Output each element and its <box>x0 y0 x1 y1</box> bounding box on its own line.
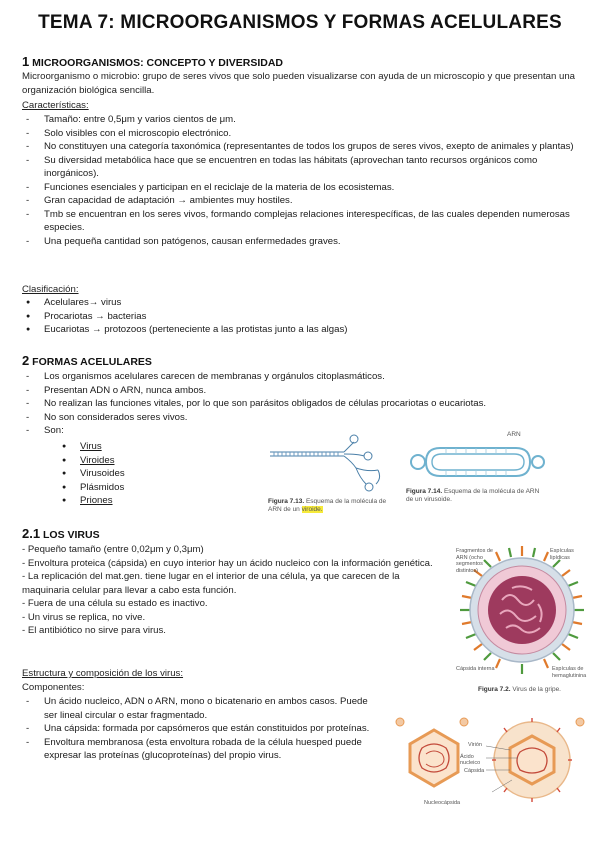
section-1-heading <box>22 54 283 69</box>
list-item: ● Priones <box>58 494 218 508</box>
list-item: - El antibiótico no sirve para virus. <box>22 625 166 636</box>
section-1-number: 1 <box>22 54 30 69</box>
virusoid-rna-figure <box>406 440 546 484</box>
section-1-title: MICROORGANISMOS: CONCEPTO Y DIVERSIDAD <box>32 57 284 69</box>
section-2-heading <box>22 353 152 368</box>
capsid-label-nucleocapsid: Nucleocápsida <box>424 800 461 806</box>
list-item: - Tamaño: entre 0,5μm y varios cientos de μm. <box>22 113 582 127</box>
acellular-list <box>22 370 582 438</box>
capsid-label-capsid: Cápsida <box>464 768 485 774</box>
list-item: - La replicación del mat.gen. tiene lugar en el interior de una célula, ya que carecen de la maquinaria celular para llevar a cabo esta función. <box>22 571 400 596</box>
flu-label-rna: Fragmentos de ARN (ocho segmentos distintos) <box>456 548 493 574</box>
small-virions <box>396 718 584 726</box>
list-item: ● Acelulares→ virus <box>22 296 582 310</box>
list-item: - Envoltura proteica (cápsida) en cuyo interior hay un ácido nucleico con la información genética. <box>22 557 433 569</box>
section-2-1-number: 2.1 <box>22 526 41 541</box>
section-2-number: 2 <box>22 353 30 368</box>
characteristics-list <box>22 113 582 248</box>
list-item: - Los organismos acelulares carecen de membranas y orgánulos citoplasmáticos. <box>22 370 582 384</box>
capsid-label-virion: Virión <box>468 742 482 748</box>
viroid-rna-figure <box>268 432 388 494</box>
list-item: - Pequeño tamaño (entre 0,02μm y 0,3μm) <box>22 544 204 555</box>
acellular-types-list <box>58 440 218 508</box>
list-item: - Su diversidad metabólica hace que se encuentren en todas las hábitats (aprovechan tanto recursos orgánicos como inorgánicos). <box>22 154 582 181</box>
list-item: ● Virus <box>58 440 218 454</box>
list-item: - Gran capacidad de adaptación → ambientes muy hostiles. <box>22 194 582 208</box>
caption-text: Esquema de la molécula de ARN de un virusoide. <box>406 488 540 503</box>
list-item: - Una cápsida: formada por capsómeros que están constituidos por proteínas. <box>22 722 372 736</box>
caption-text: Esquema de la molécula de ARN de un <box>268 498 387 513</box>
list-item: - Presentan ADN o ARN, nunca ambos. <box>22 384 582 398</box>
list-item: - Funciones esenciales y participan en el reciclaje de la materia de los ecosistemas. <box>22 181 582 195</box>
microorganism-definition: Microorganismo o microbio: grupo de seres vivos que solo pueden visualizarse con ayuda de un microscopio y que presentan una organización biológica sencilla. <box>22 71 576 96</box>
characteristics-title: Características: <box>22 100 89 111</box>
section-2-1-title: LOS VIRUS <box>43 529 100 541</box>
flu-label-inner-capsid: Cápsida interna <box>456 666 495 672</box>
naked-virion <box>410 730 458 786</box>
enveloped-virion <box>492 718 572 802</box>
caption-text: Virus de la gripe. <box>512 686 561 693</box>
capsid-illustration <box>392 714 590 818</box>
components-list <box>22 695 372 763</box>
virus-features <box>22 543 442 638</box>
list-item: - Tmb se encuentran en los seres vivos, formando complejas relaciones interespecíficas, de las cuales dependen numerosas especies. <box>22 208 582 235</box>
list-item: - Envoltura membranosa (esta envoltura robada de la célula huesped puede expresar las proteínas (glucoproteínas) del propio virus. <box>22 736 372 763</box>
list-item: - Un virus se replica, no vive. <box>22 611 146 623</box>
list-item: - No son considerados seres vivos. <box>22 411 582 425</box>
list-item: - Un ácido nucleico, ADN o ARN, mono o bicatenario en ambos casos. Puede ser lineal circular o estar fragmentado. <box>22 695 372 722</box>
list-item: ● Eucariotas → protozoos (perteneciente a las protistas junto a las algas) <box>22 323 582 337</box>
virusoid-rna-label: ARN <box>507 431 521 438</box>
list-item: - Fuera de una célula su estado es inactivo. <box>22 598 208 609</box>
caption-label: Figura 7.2. <box>478 686 511 693</box>
section-2-title: FORMAS ACELULARES <box>32 356 152 368</box>
section-2-1-heading <box>22 526 100 541</box>
flu-caption <box>478 686 561 694</box>
caption-highlight: viroide. <box>301 506 323 513</box>
list-item: ● Procariotas → bacterias <box>22 310 582 324</box>
list-item: - No constituyen una categoría taxonómica (representantes de todos los grupos de seres vivos, exepto de animales y plantas) <box>22 140 582 154</box>
list-item: ● Viroides <box>58 454 218 468</box>
virusoid-caption <box>406 488 546 504</box>
list-item: - Solo visibles con el microscopio electrónico. <box>22 127 582 141</box>
classification-title: Clasificación: <box>22 284 79 295</box>
caption-label: Figura 7.14. <box>406 488 443 495</box>
classification-list <box>22 296 582 337</box>
flu-label-hemagglutinin: Espículas de hemaglutinina <box>552 666 587 679</box>
structure-title: Estructura y composición de los virus: <box>22 668 184 679</box>
caption-label: Figura 7.13. <box>268 498 305 505</box>
list-item: - Son: <box>22 424 582 438</box>
flu-label-lipid-spikes: Espículas lipídicas <box>550 548 574 561</box>
list-item: ● Virusoides <box>58 467 218 481</box>
list-item: - No realizan las funciones vitales, por lo que son parásitos obligados de células procariotas o eucariotas. <box>22 397 582 411</box>
list-item: ● Plásmidos <box>58 481 218 495</box>
viroid-caption <box>268 498 393 514</box>
list-item: - Una pequeña cantidad son patógenos, causan enfermedades graves. <box>22 235 582 249</box>
page-title: TEMA 7: MICROORGANISMOS Y FORMAS ACELULARES <box>38 12 562 33</box>
capsid-label-nucleic-acid: Ácido nucleico <box>460 754 481 766</box>
components-title: Componentes: <box>22 682 85 693</box>
